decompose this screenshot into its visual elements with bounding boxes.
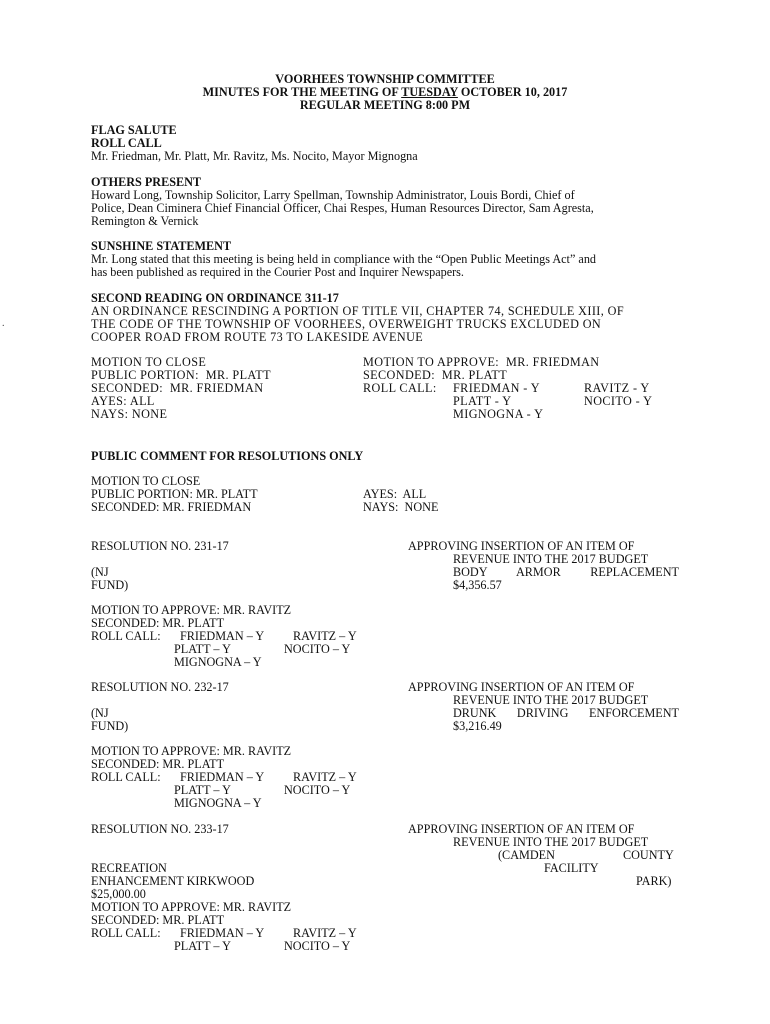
public-comment-motion: MOTION TO CLOSE: [91, 474, 201, 488]
second-reading-heading: SECOND READING ON ORDINANCE 311-17: [91, 291, 339, 305]
margin-mark: .: [2, 318, 5, 329]
resolution-desc: REVENUE INTO THE 2017 BUDGET: [453, 693, 649, 707]
resolution-number: RESOLUTION NO. 232-17: [91, 680, 229, 694]
resolution-desc: PARK): [636, 874, 672, 888]
resolution-number: RESOLUTION NO. 233-17: [91, 822, 229, 836]
header-meeting-type: REGULAR MEETING 8:00 PM: [299, 98, 471, 112]
public-comment-nays: NAYS: NONE: [363, 500, 439, 514]
resolution-vote: RAVITZ – Y: [293, 926, 357, 940]
header-subtitle-post: OCTOBER 10, 2017: [457, 85, 568, 99]
resolution-fund-label: FUND): [91, 578, 129, 592]
ordinance-vote: NOCITO - Y: [584, 394, 653, 408]
resolution-fund-label: ENHANCEMENT KIRKWOOD: [91, 874, 255, 888]
roll-call-text: Mr. Friedman, Mr. Platt, Mr. Ravitz, Ms. Nocito, Mayor Mignogna: [91, 149, 418, 163]
ordinance-vote: PLATT - Y: [453, 394, 512, 408]
public-comment-ayes: AYES: ALL: [363, 487, 427, 501]
resolution-vote: PLATT – Y: [174, 783, 231, 797]
resolution-vote: FRIEDMAN – Y: [180, 926, 265, 940]
resolution-vote: FRIEDMAN – Y: [180, 629, 265, 643]
resolution-vote: MIGNOGNA – Y: [174, 796, 262, 810]
resolution-amount: $4,356.57: [453, 578, 502, 592]
ordinance-vote: FRIEDMAN - Y: [453, 381, 540, 395]
resolution-approve: MOTION TO APPROVE: MR. RAVITZ: [91, 900, 292, 914]
resolution-desc: (CAMDEN: [498, 848, 555, 862]
resolution-desc: FACILITY: [544, 861, 599, 875]
ordinance-motion-line: MOTION TO CLOSE: [91, 355, 207, 369]
resolution-desc: APPROVING INSERTION OF AN ITEM OF: [408, 822, 635, 836]
resolution-vote: PLATT – Y: [174, 642, 231, 656]
ordinance-vote: MIGNOGNA - Y: [453, 407, 544, 421]
resolution-desc: REVENUE INTO THE 2017 BUDGET: [453, 835, 649, 849]
ordinance-text-line: THE CODE OF THE TOWNSHIP OF VOORHEES, OVERWEIGHT TRUCKS EXCLUDED ON: [91, 317, 602, 331]
roll-call-heading: ROLL CALL: [91, 136, 162, 150]
ordinance-motion-line: NAYS: NONE: [91, 407, 168, 421]
ordinance-vote: RAVITZ - Y: [584, 381, 650, 395]
resolution-roll-label: ROLL CALL:: [91, 770, 161, 784]
others-present-heading: OTHERS PRESENT: [91, 175, 202, 189]
resolution-vote: NOCITO – Y: [284, 939, 351, 953]
resolution-number: RESOLUTION NO. 231-17: [91, 539, 229, 553]
resolution-vote: RAVITZ – Y: [293, 629, 357, 643]
public-comment-motion: PUBLIC PORTION: MR. PLATT: [91, 487, 258, 501]
ordinance-roll-label: ROLL CALL:: [363, 381, 437, 395]
flag-salute-heading: FLAG SALUTE: [91, 123, 177, 137]
others-present-line: Howard Long, Township Solicitor, Larry Spellman, Township Administrator, Louis Bordi, Chief of: [91, 188, 575, 202]
resolution-vote: MIGNOGNA – Y: [174, 655, 262, 669]
resolution-desc: APPROVING INSERTION OF AN ITEM OF: [408, 539, 635, 553]
resolution-approve: MOTION TO APPROVE: MR. RAVITZ: [91, 603, 292, 617]
resolution-amount: $25,000.00: [91, 887, 146, 901]
resolution-desc: BODY ARMOR REPLACEMENT: [453, 565, 679, 579]
header-subtitle-pre: MINUTES FOR THE MEETING OF: [202, 85, 402, 99]
sunshine-line: Mr. Long stated that this meeting is being held in compliance with the “Open Public Meetings Act” and: [91, 252, 597, 266]
resolution-seconded: SECONDED: MR. PLATT: [91, 913, 225, 927]
resolution-vote: NOCITO – Y: [284, 642, 351, 656]
resolution-fund-label: FUND): [91, 719, 129, 733]
header-title: VOORHEES TOWNSHIP COMMITTEE: [275, 72, 495, 86]
resolution-desc: APPROVING INSERTION OF AN ITEM OF: [408, 680, 635, 694]
public-comment-heading: PUBLIC COMMENT FOR RESOLUTIONS ONLY: [91, 449, 364, 463]
resolution-fund-label: (NJ: [91, 706, 109, 720]
resolution-amount: $3,216.49: [453, 719, 502, 733]
resolution-desc: REVENUE INTO THE 2017 BUDGET: [453, 552, 649, 566]
ordinance-text-line: COOPER ROAD FROM ROUTE 73 TO LAKESIDE AVENUE: [91, 330, 424, 344]
resolution-roll-label: ROLL CALL:: [91, 926, 161, 940]
resolution-desc: COUNTY: [623, 848, 674, 862]
resolution-seconded: SECONDED: MR. PLATT: [91, 757, 225, 771]
resolution-vote: RAVITZ – Y: [293, 770, 357, 784]
ordinance-text-line: AN ORDINANCE RESCINDING A PORTION OF TITLE VII, CHAPTER 74, SCHEDULE XIII, OF: [91, 304, 625, 318]
resolution-desc: DRUNK DRIVING ENFORCEMENT: [453, 706, 679, 720]
resolution-vote: NOCITO – Y: [284, 783, 351, 797]
resolution-fund-label: RECREATION: [91, 861, 167, 875]
ordinance-motion-line: PUBLIC PORTION: MR. PLATT: [91, 368, 271, 382]
ordinance-seconded: SECONDED: MR. PLATT: [363, 368, 508, 382]
public-comment-motion: SECONDED: MR. FRIEDMAN: [91, 500, 252, 514]
ordinance-approve: MOTION TO APPROVE: MR. FRIEDMAN: [363, 355, 600, 369]
resolution-vote: PLATT – Y: [174, 939, 231, 953]
ordinance-motion-line: SECONDED: MR. FRIEDMAN: [91, 381, 264, 395]
others-present-line: Police, Dean Ciminera Chief Financial Officer, Chai Respes, Human Resources Director, Sam Agresta,: [91, 201, 594, 215]
resolution-seconded: SECONDED: MR. PLATT: [91, 616, 225, 630]
resolution-fund-label: (NJ: [91, 565, 109, 579]
resolution-roll-label: ROLL CALL:: [91, 629, 161, 643]
ordinance-motion-line: AYES: ALL: [91, 394, 155, 408]
sunshine-line: has been published as required in the Courier Post and Inquirer Newspapers.: [91, 265, 464, 279]
others-present-line: Remington & Vernick: [91, 214, 199, 228]
sunshine-heading: SUNSHINE STATEMENT: [91, 239, 232, 253]
resolution-vote: FRIEDMAN – Y: [180, 770, 265, 784]
header-subtitle-day: TUESDAY: [401, 85, 458, 99]
resolution-approve: MOTION TO APPROVE: MR. RAVITZ: [91, 744, 292, 758]
